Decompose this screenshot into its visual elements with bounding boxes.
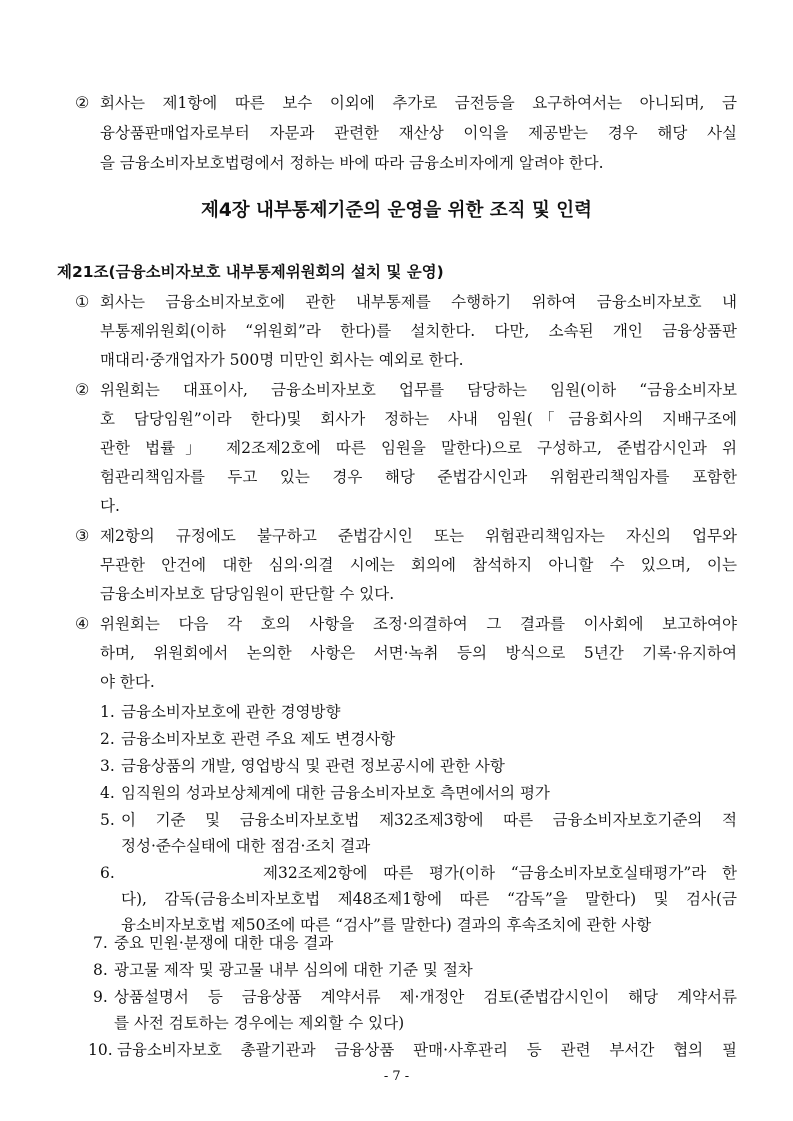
list-item-number: 2. bbox=[100, 730, 115, 748]
text-line: 을 금융소비자보호법령에서 정하는 바에 따라 금융소비자에게 알려야 한다. bbox=[100, 154, 604, 172]
text-line: 야 한다. bbox=[100, 673, 155, 691]
text-line: 금융소비자보호 담당임원이 판단할 수 있다. bbox=[100, 585, 395, 603]
text-line: 회사는 제1항에 따른 보수 이외에 추가로 금전등을 요구하여서는 아니되며, 금 bbox=[100, 94, 737, 112]
paragraph-marker: ② bbox=[75, 380, 90, 399]
list-item-number: 1. bbox=[100, 703, 115, 721]
list-item-text: 금융상품의 개발, 영업방식 및 관련 정보공시에 관한 사항 bbox=[121, 757, 505, 775]
list-item-number: 4. bbox=[100, 784, 115, 802]
text-line: 다. bbox=[100, 497, 120, 515]
paragraph-marker: ③ bbox=[75, 526, 90, 545]
list-item-text: 광고물 제작 및 광고물 내부 심의에 대한 기준 및 절차 bbox=[114, 961, 473, 979]
list-item-number: 6. bbox=[100, 864, 115, 882]
list-item-text: 금융소비자보호 총괄기관과 금융상품 판매·사후관리 등 관련 부서간 협의 필 bbox=[117, 1041, 737, 1059]
text-line: 위원회는 대표이사, 금융소비자보호 업무를 담당하는 임원(이하 “금융소비자보 bbox=[100, 381, 737, 399]
list-item-number: 10. bbox=[88, 1041, 113, 1059]
list-item-number: 3. bbox=[100, 757, 115, 775]
list-item-number: 5. bbox=[100, 811, 115, 829]
text-line: 제2항의 규정에도 불구하고 준법감시인 또는 위험관리책임자는 자신의 업무와 bbox=[100, 527, 737, 545]
list-item-text: 다), 감독(금융소비자보호법 제48조제1항에 따른 “감독”을 말한다) 및 검사(금 bbox=[121, 890, 737, 908]
list-item-text: 이 기준 및 금융소비자보호법 제32조제3항에 따른 금융소비자보호기준의 적 bbox=[121, 811, 737, 829]
text-line: 융상품판매업자로부터 자문과 관련한 재산상 이익을 제공받는 경우 해당 사실 bbox=[100, 124, 737, 142]
list-item-text: 중요 민원·분쟁에 대한 대응 결과 bbox=[114, 934, 334, 952]
paragraph-marker: ② bbox=[75, 93, 90, 112]
list-item-number: 7. bbox=[93, 934, 108, 952]
list-item-text: 정성·준수실태에 대한 점검·조치 결과 bbox=[121, 837, 371, 855]
text-line: 험관리책임자를 두고 있는 경우 해당 준법감시인과 위험관리책임자를 포함한 bbox=[100, 468, 737, 486]
text-line: 회사는 금융소비자보호에 관한 내부통제를 수행하기 위하여 금융소비자보호 내 bbox=[100, 293, 737, 311]
list-item-text: 를 사전 검토하는 경우에는 제외할 수 있다) bbox=[114, 1014, 405, 1032]
text-line: 호 담당임원”이라 한다)및 회사가 정하는 사내 임원(「금융회사의 지배구조에 bbox=[100, 410, 737, 428]
text-line: 위원회는 다음 각 호의 사항을 조정·의결하여 그 결과를 이사회에 보고하여야 bbox=[100, 615, 737, 633]
text-line: 부통제위원회(이하 “위원회”라 한다)를 설치한다. 다만, 소속된 개인 금융상품판 bbox=[100, 322, 737, 340]
page-number: - 7 - bbox=[383, 1069, 410, 1084]
text-line: 매대리·중개업자가 500명 미만인 회사는 예외로 한다. bbox=[100, 351, 464, 369]
list-item-number: 9. bbox=[93, 988, 108, 1006]
paragraph-marker: ① bbox=[75, 292, 90, 311]
article-title: 제21조(금융소비자보호 내부통제위원회의 설치 및 운영) bbox=[57, 263, 444, 281]
text-line: 관한 법률」 제2조제2호에 따른 임원을 말한다)으로 구성하고, 준법감시인과 위 bbox=[100, 439, 737, 457]
chapter-title: 제4장 내부통제기준의 운영을 위한 조직 및 인력 bbox=[200, 200, 593, 221]
list-item-text: 임직원의 성과보상체계에 대한 금융소비자보호 측면에서의 평가 bbox=[121, 784, 550, 802]
list-item-text: 제32조제2항에 따른 평가(이하 “금융소비자보호실태평가”라 한 bbox=[263, 864, 737, 882]
text-line: 하며, 위원회에서 논의한 사항은 서면·녹취 등의 방식으로 5년간 기록·유지하여 bbox=[100, 644, 737, 662]
text-line: 무관한 안건에 대한 심의·의결 시에는 회의에 참석하지 아니할 수 있으며, 이는 bbox=[100, 556, 737, 574]
list-item-number: 8. bbox=[93, 961, 108, 979]
paragraph-marker: ④ bbox=[75, 614, 90, 633]
list-item-text: 금융소비자보호에 관한 경영방향 bbox=[121, 703, 341, 721]
list-item-text: 상품설명서 등 금융상품 계약서류 제·개정안 검토(준법감시인이 해당 계약서류 bbox=[114, 988, 737, 1006]
list-item-text: 금융소비자보호 관련 주요 제도 변경사항 bbox=[121, 730, 396, 748]
list-item-text: 융소비자보호법 제50조에 따른 “검사”를 말한다) 결과의 후속조치에 관한 사항 bbox=[121, 916, 652, 934]
